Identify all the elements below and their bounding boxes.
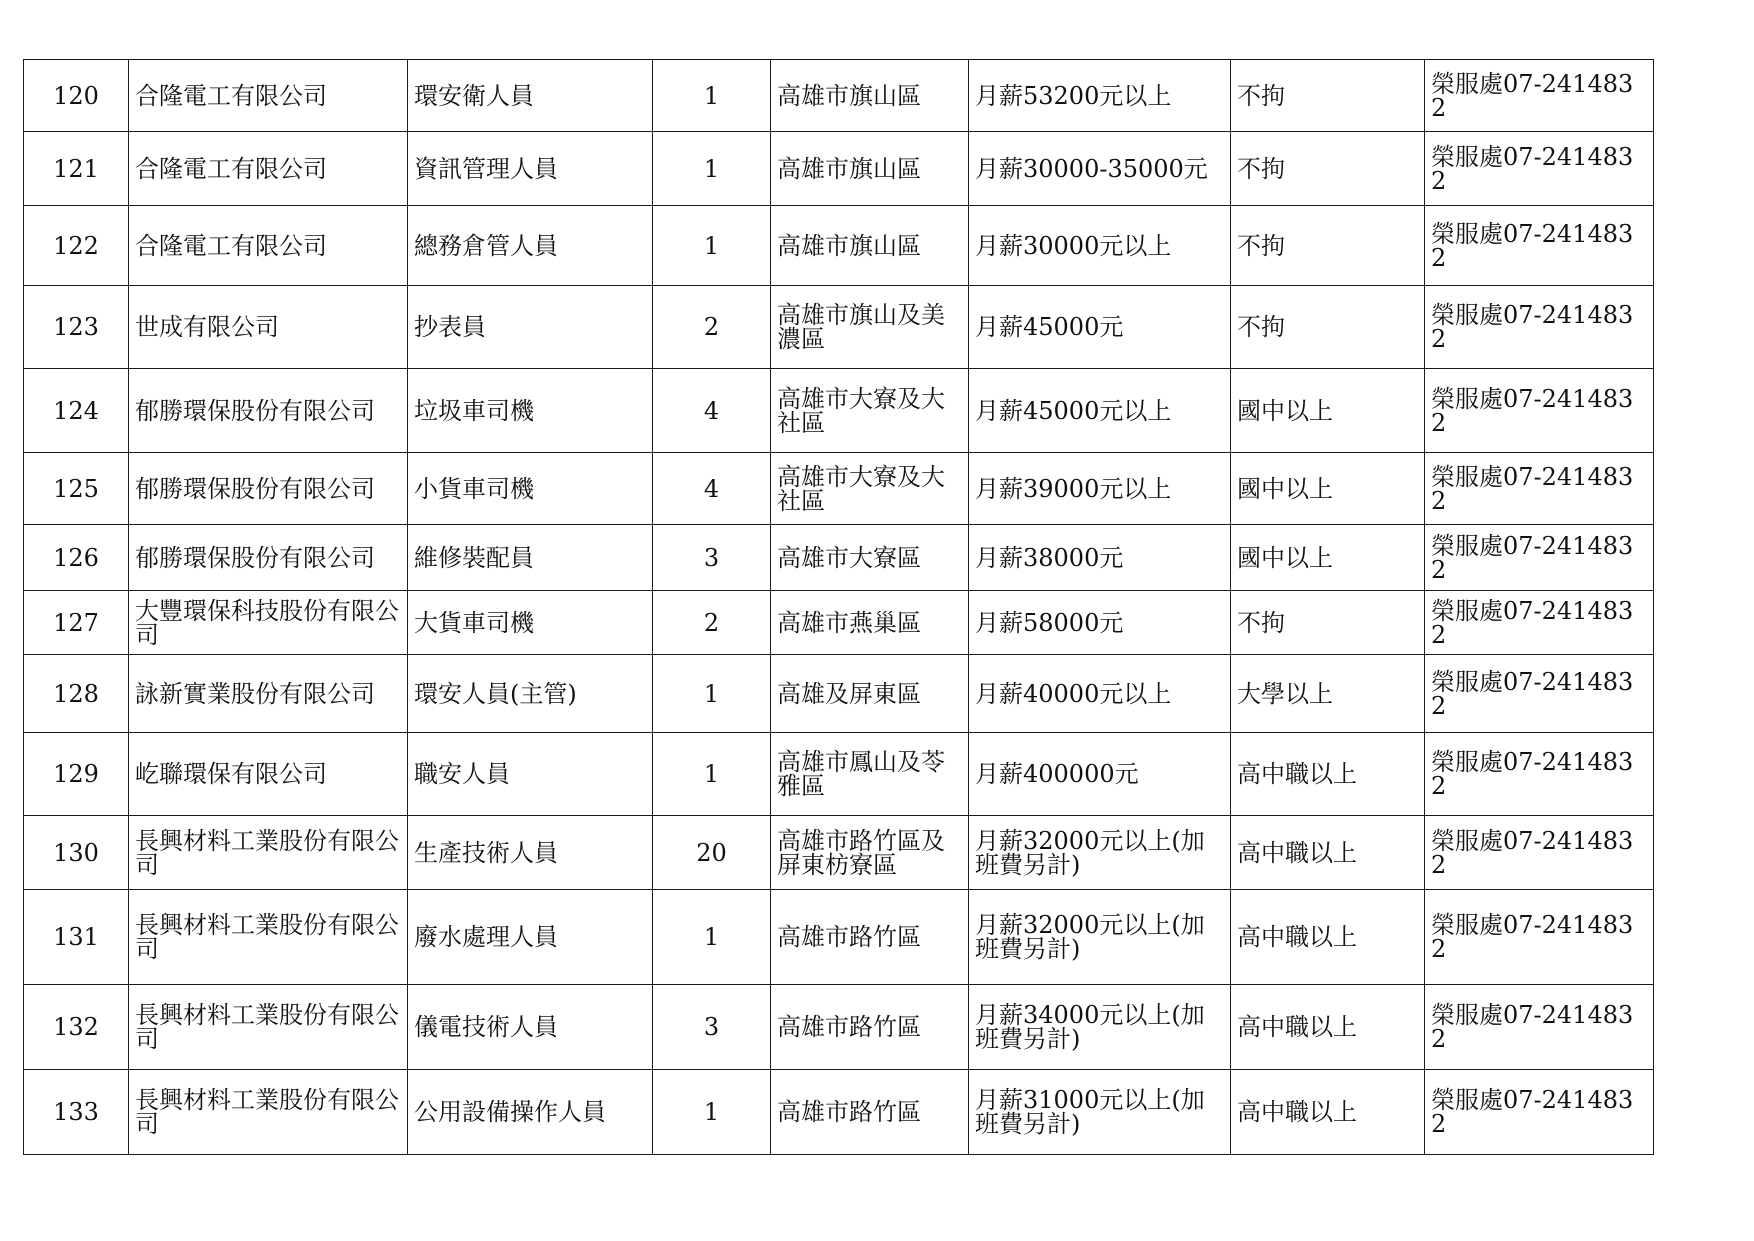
education-requirement-cell: 大學以上: [1231, 655, 1425, 733]
company-name-cell: 詠新實業股份有限公司: [129, 655, 408, 733]
job-title-cell: 生產技術人員: [408, 816, 653, 890]
company-name-cell: 郁勝環保股份有限公司: [129, 453, 408, 525]
table-row: [24, 453, 1654, 525]
table-row: [24, 286, 1654, 369]
job-number-cell: 133: [24, 1070, 129, 1155]
company-name-cell: 長興材料工業股份有限公司: [129, 985, 408, 1070]
salary-cell: 月薪34000元以上(加班費另計): [969, 985, 1231, 1070]
company-name-cell: 郁勝環保股份有限公司: [129, 525, 408, 591]
contact-cell: 榮服處07-2414832: [1425, 132, 1654, 206]
table-row: [24, 206, 1654, 286]
company-name-cell: 世成有限公司: [129, 286, 408, 369]
education-requirement-cell: 高中職以上: [1231, 985, 1425, 1070]
work-location-cell: 高雄市旗山區: [771, 132, 969, 206]
job-title-cell: 環安衛人員: [408, 60, 653, 132]
salary-cell: 月薪40000元以上: [969, 655, 1231, 733]
contact-cell: 榮服處07-2414832: [1425, 816, 1654, 890]
education-requirement-cell: 高中職以上: [1231, 890, 1425, 985]
job-title-cell: 小貨車司機: [408, 453, 653, 525]
job-number-cell: 128: [24, 655, 129, 733]
salary-cell: 月薪32000元以上(加班費另計): [969, 890, 1231, 985]
salary-cell: 月薪31000元以上(加班費另計): [969, 1070, 1231, 1155]
contact-cell: 榮服處07-2414832: [1425, 890, 1654, 985]
salary-cell: 月薪45000元以上: [969, 369, 1231, 453]
job-number-cell: 126: [24, 525, 129, 591]
company-name-cell: 大豐環保科技股份有限公司: [129, 591, 408, 655]
education-requirement-cell: 不拘: [1231, 206, 1425, 286]
job-number-cell: 124: [24, 369, 129, 453]
table-row: [24, 132, 1654, 206]
work-location-cell: 高雄市大寮及大社區: [771, 453, 969, 525]
job-number-cell: 127: [24, 591, 129, 655]
salary-cell: 月薪58000元: [969, 591, 1231, 655]
headcount-cell: 3: [653, 985, 771, 1070]
headcount-cell: 1: [653, 1070, 771, 1155]
contact-cell: 榮服處07-2414832: [1425, 525, 1654, 591]
salary-cell: 月薪45000元: [969, 286, 1231, 369]
salary-cell: 月薪32000元以上(加班費另計): [969, 816, 1231, 890]
contact-cell: 榮服處07-2414832: [1425, 286, 1654, 369]
table-row: [24, 655, 1654, 733]
work-location-cell: 高雄市旗山及美濃區: [771, 286, 969, 369]
job-number-cell: 129: [24, 733, 129, 816]
job-listing-table: [23, 59, 1654, 1155]
table-row: [24, 369, 1654, 453]
contact-cell: 榮服處07-2414832: [1425, 206, 1654, 286]
education-requirement-cell: 高中職以上: [1231, 816, 1425, 890]
headcount-cell: 1: [653, 60, 771, 132]
job-number-cell: 122: [24, 206, 129, 286]
job-title-cell: 抄表員: [408, 286, 653, 369]
headcount-cell: 2: [653, 591, 771, 655]
education-requirement-cell: 不拘: [1231, 286, 1425, 369]
job-title-cell: 總務倉管人員: [408, 206, 653, 286]
education-requirement-cell: 高中職以上: [1231, 1070, 1425, 1155]
headcount-cell: 1: [653, 733, 771, 816]
job-title-cell: 廢水處理人員: [408, 890, 653, 985]
contact-cell: 榮服處07-2414832: [1425, 453, 1654, 525]
work-location-cell: 高雄市鳳山及苓雅區: [771, 733, 969, 816]
job-number-cell: 130: [24, 816, 129, 890]
contact-cell: 榮服處07-2414832: [1425, 1070, 1654, 1155]
salary-cell: 月薪30000-35000元: [969, 132, 1231, 206]
company-name-cell: 長興材料工業股份有限公司: [129, 816, 408, 890]
contact-cell: 榮服處07-2414832: [1425, 655, 1654, 733]
company-name-cell: 合隆電工有限公司: [129, 132, 408, 206]
job-title-cell: 資訊管理人員: [408, 132, 653, 206]
education-requirement-cell: 國中以上: [1231, 369, 1425, 453]
job-number-cell: 125: [24, 453, 129, 525]
headcount-cell: 20: [653, 816, 771, 890]
headcount-cell: 1: [653, 206, 771, 286]
company-name-cell: 郁勝環保股份有限公司: [129, 369, 408, 453]
education-requirement-cell: 國中以上: [1231, 453, 1425, 525]
job-number-cell: 121: [24, 132, 129, 206]
job-title-cell: 大貨車司機: [408, 591, 653, 655]
job-title-cell: 儀電技術人員: [408, 985, 653, 1070]
headcount-cell: 4: [653, 369, 771, 453]
job-number-cell: 132: [24, 985, 129, 1070]
table-row: [24, 733, 1654, 816]
job-table-body: [24, 60, 1654, 1155]
company-name-cell: 長興材料工業股份有限公司: [129, 1070, 408, 1155]
table-row: [24, 591, 1654, 655]
work-location-cell: 高雄市旗山區: [771, 60, 969, 132]
job-listing-sheet: [23, 59, 1653, 1155]
education-requirement-cell: 不拘: [1231, 60, 1425, 132]
headcount-cell: 2: [653, 286, 771, 369]
job-title-cell: 垃圾車司機: [408, 369, 653, 453]
headcount-cell: 1: [653, 132, 771, 206]
job-number-cell: 131: [24, 890, 129, 985]
headcount-cell: 4: [653, 453, 771, 525]
headcount-cell: 1: [653, 890, 771, 985]
work-location-cell: 高雄及屏東區: [771, 655, 969, 733]
education-requirement-cell: 國中以上: [1231, 525, 1425, 591]
job-title-cell: 職安人員: [408, 733, 653, 816]
headcount-cell: 3: [653, 525, 771, 591]
company-name-cell: 合隆電工有限公司: [129, 206, 408, 286]
headcount-cell: 1: [653, 655, 771, 733]
contact-cell: 榮服處07-2414832: [1425, 591, 1654, 655]
job-title-cell: 環安人員(主管): [408, 655, 653, 733]
salary-cell: 月薪53200元以上: [969, 60, 1231, 132]
salary-cell: 月薪30000元以上: [969, 206, 1231, 286]
company-name-cell: 屹聯環保有限公司: [129, 733, 408, 816]
education-requirement-cell: 不拘: [1231, 591, 1425, 655]
job-title-cell: 維修裝配員: [408, 525, 653, 591]
work-location-cell: 高雄市路竹區: [771, 985, 969, 1070]
work-location-cell: 高雄市旗山區: [771, 206, 969, 286]
table-row: [24, 985, 1654, 1070]
work-location-cell: 高雄市大寮及大社區: [771, 369, 969, 453]
education-requirement-cell: 高中職以上: [1231, 733, 1425, 816]
education-requirement-cell: 不拘: [1231, 132, 1425, 206]
work-location-cell: 高雄市燕巢區: [771, 591, 969, 655]
salary-cell: 月薪39000元以上: [969, 453, 1231, 525]
table-row: [24, 816, 1654, 890]
work-location-cell: 高雄市路竹區: [771, 890, 969, 985]
contact-cell: 榮服處07-2414832: [1425, 60, 1654, 132]
job-number-cell: 123: [24, 286, 129, 369]
contact-cell: 榮服處07-2414832: [1425, 733, 1654, 816]
contact-cell: 榮服處07-2414832: [1425, 985, 1654, 1070]
salary-cell: 月薪38000元: [969, 525, 1231, 591]
work-location-cell: 高雄市路竹區及屏東枋寮區: [771, 816, 969, 890]
table-row: [24, 890, 1654, 985]
work-location-cell: 高雄市大寮區: [771, 525, 969, 591]
work-location-cell: 高雄市路竹區: [771, 1070, 969, 1155]
contact-cell: 榮服處07-2414832: [1425, 369, 1654, 453]
table-row: [24, 60, 1654, 132]
salary-cell: 月薪400000元: [969, 733, 1231, 816]
job-title-cell: 公用設備操作人員: [408, 1070, 653, 1155]
company-name-cell: 長興材料工業股份有限公司: [129, 890, 408, 985]
company-name-cell: 合隆電工有限公司: [129, 60, 408, 132]
table-row: [24, 525, 1654, 591]
job-number-cell: 120: [24, 60, 129, 132]
table-row: [24, 1070, 1654, 1155]
